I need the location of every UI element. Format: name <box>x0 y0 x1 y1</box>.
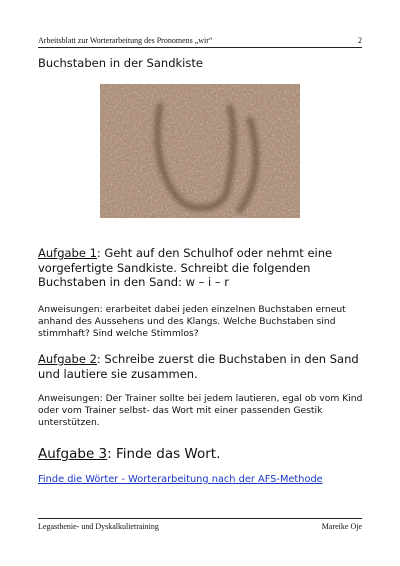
task-1-text: : Geht auf den Schulhof oder nehmt eine vorgefertigte Sandkiste. Schreibt die folgenden Buchstaben in den Sand: w – i – r <box>38 246 333 289</box>
sand-box-photo <box>100 84 300 218</box>
section-title: Buchstaben in der Sandkiste <box>38 56 203 70</box>
task-1-note: Anweisungen: erarbeitet dabei jeden einzelnen Buchstaben erneut anhand des Aussehens und des Klangs. Welche Buchstaben sind stimmhaft? Sind welche Stimmlos? <box>38 304 346 339</box>
task-2 <box>38 352 368 381</box>
sand-texture-graphic <box>100 84 300 218</box>
task-2-label: Aufgabe 2 <box>38 352 97 366</box>
task-1-label: Aufgabe 1 <box>38 246 97 260</box>
task-2-note: Anweisungen: Der Trainer sollte bei jedem lautieren, egal ob vom Kind oder vom Trainer selbst- das Wort mit einer passenden Gestik unterstützen. <box>38 393 363 428</box>
afs-method-link[interactable]: Finde die Wörter - Worterarbeitung nach der AFS-Methode <box>38 474 323 485</box>
page-header <box>38 36 362 48</box>
task-1 <box>38 246 368 290</box>
sand-dark-grain <box>100 84 300 218</box>
page-footer <box>38 518 362 532</box>
footer-author: Mareike Oje <box>321 522 362 531</box>
task-3-text: : Finde das Wort. <box>107 446 221 462</box>
page-number: 2 <box>358 36 362 45</box>
task-3 <box>38 446 220 462</box>
footer-left: Legasthenie- und Dyskalkulietraining <box>38 522 159 531</box>
task-2-text: : Schreibe zuerst die Buchstaben in den Sand und lautiere sie zusammen. <box>38 352 359 381</box>
header-title: Arbeitsblatt zur Worterarbeitung des Pronomens „wir“ <box>38 36 213 45</box>
task-3-label: Aufgabe 3 <box>38 446 108 462</box>
